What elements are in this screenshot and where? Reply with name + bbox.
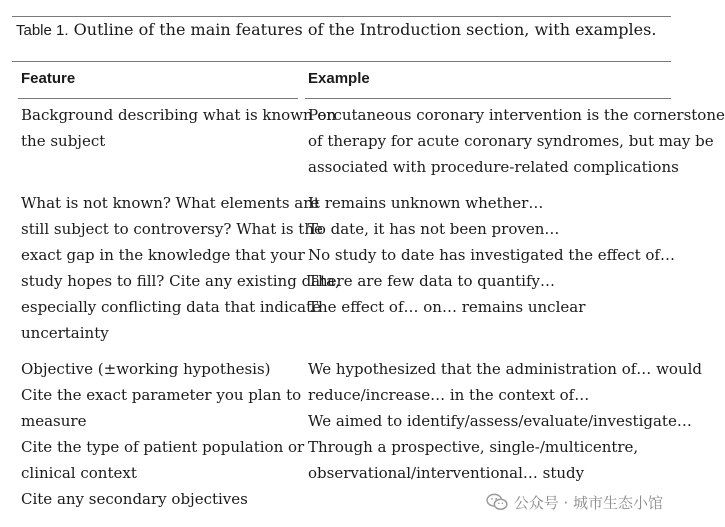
header-bottom-rule-right — [305, 98, 671, 99]
row-2-example — [308, 190, 675, 320]
header-bottom-rule-left — [18, 98, 298, 99]
wechat-icon — [486, 493, 508, 511]
watermark-text: 公众号 · 城市生态小馆 — [513, 493, 663, 512]
row-1-example — [308, 102, 725, 180]
row-3-feature-line: measure — [21, 412, 87, 430]
table-caption — [16, 19, 656, 42]
row-2-feature-line: still subject to controversy? What is the — [21, 220, 323, 238]
row-2-feature-line: especially conflicting data that indicate — [21, 298, 321, 316]
table-top-rule — [12, 16, 671, 17]
row-2-example-line: It remains unknown whether… — [308, 194, 544, 212]
row-1-example-line: associated with procedure-related complications — [308, 158, 679, 176]
header-top-rule — [12, 61, 671, 62]
row-1-example-line: Percutaneous coronary intervention is the cornerstone — [308, 106, 725, 124]
row-2-feature — [21, 190, 340, 346]
row-3-example-line: We aimed to identify/assess/evaluate/investigate… — [308, 412, 692, 430]
row-3-example-line: reduce/increase… in the context of… — [308, 386, 590, 404]
caption-label: Table 1. — [16, 22, 69, 39]
row-1-feature-line: Background describing what is known on — [21, 106, 337, 124]
row-3-feature-line: Objective (±working hypothesis) — [21, 360, 271, 378]
row-2-feature-line: exact gap in the knowledge that your — [21, 246, 305, 264]
row-3-example-line: observational/interventional… study — [308, 464, 585, 482]
row-3-feature-line: Cite the exact parameter you plan to — [21, 386, 302, 404]
column-header-feature: Feature — [21, 70, 76, 87]
row-3-feature — [21, 356, 304, 512]
row-2-feature-line: uncertainty — [21, 324, 109, 342]
row-1-feature — [21, 102, 336, 154]
row-3-feature-line: clinical context — [21, 464, 137, 482]
row-3-feature-line: Cite any secondary objectives — [21, 490, 248, 508]
row-1-example-line: of therapy for acute coronary syndromes, but may be — [308, 132, 714, 150]
row-2-feature-line: What is not known? What elements are — [21, 194, 320, 212]
row-3-example-line: Through a prospective, single-/multicentre, — [308, 438, 639, 456]
row-2-example-line: The effect of… on… remains unclear — [308, 298, 586, 316]
row-3-example-line: We hypothesized that the administration of… would — [308, 360, 703, 378]
row-3-feature-line: Cite the type of patient population or — [21, 438, 305, 456]
column-header-example: Example — [308, 70, 370, 87]
row-2-example-line: No study to date has investigated the effect of… — [308, 246, 675, 264]
row-2-example-line: To date, it has not been proven… — [308, 220, 560, 238]
row-1-feature-line: the subject — [21, 132, 106, 150]
row-3-example — [308, 356, 702, 486]
row-2-feature-line: study hopes to fill? Cite any existing data, — [21, 272, 340, 290]
caption-text: Outline of the main features of the Introduction section, with examples. — [73, 20, 657, 39]
row-2-example-line: There are few data to quantify… — [308, 272, 555, 290]
watermark — [486, 489, 663, 515]
